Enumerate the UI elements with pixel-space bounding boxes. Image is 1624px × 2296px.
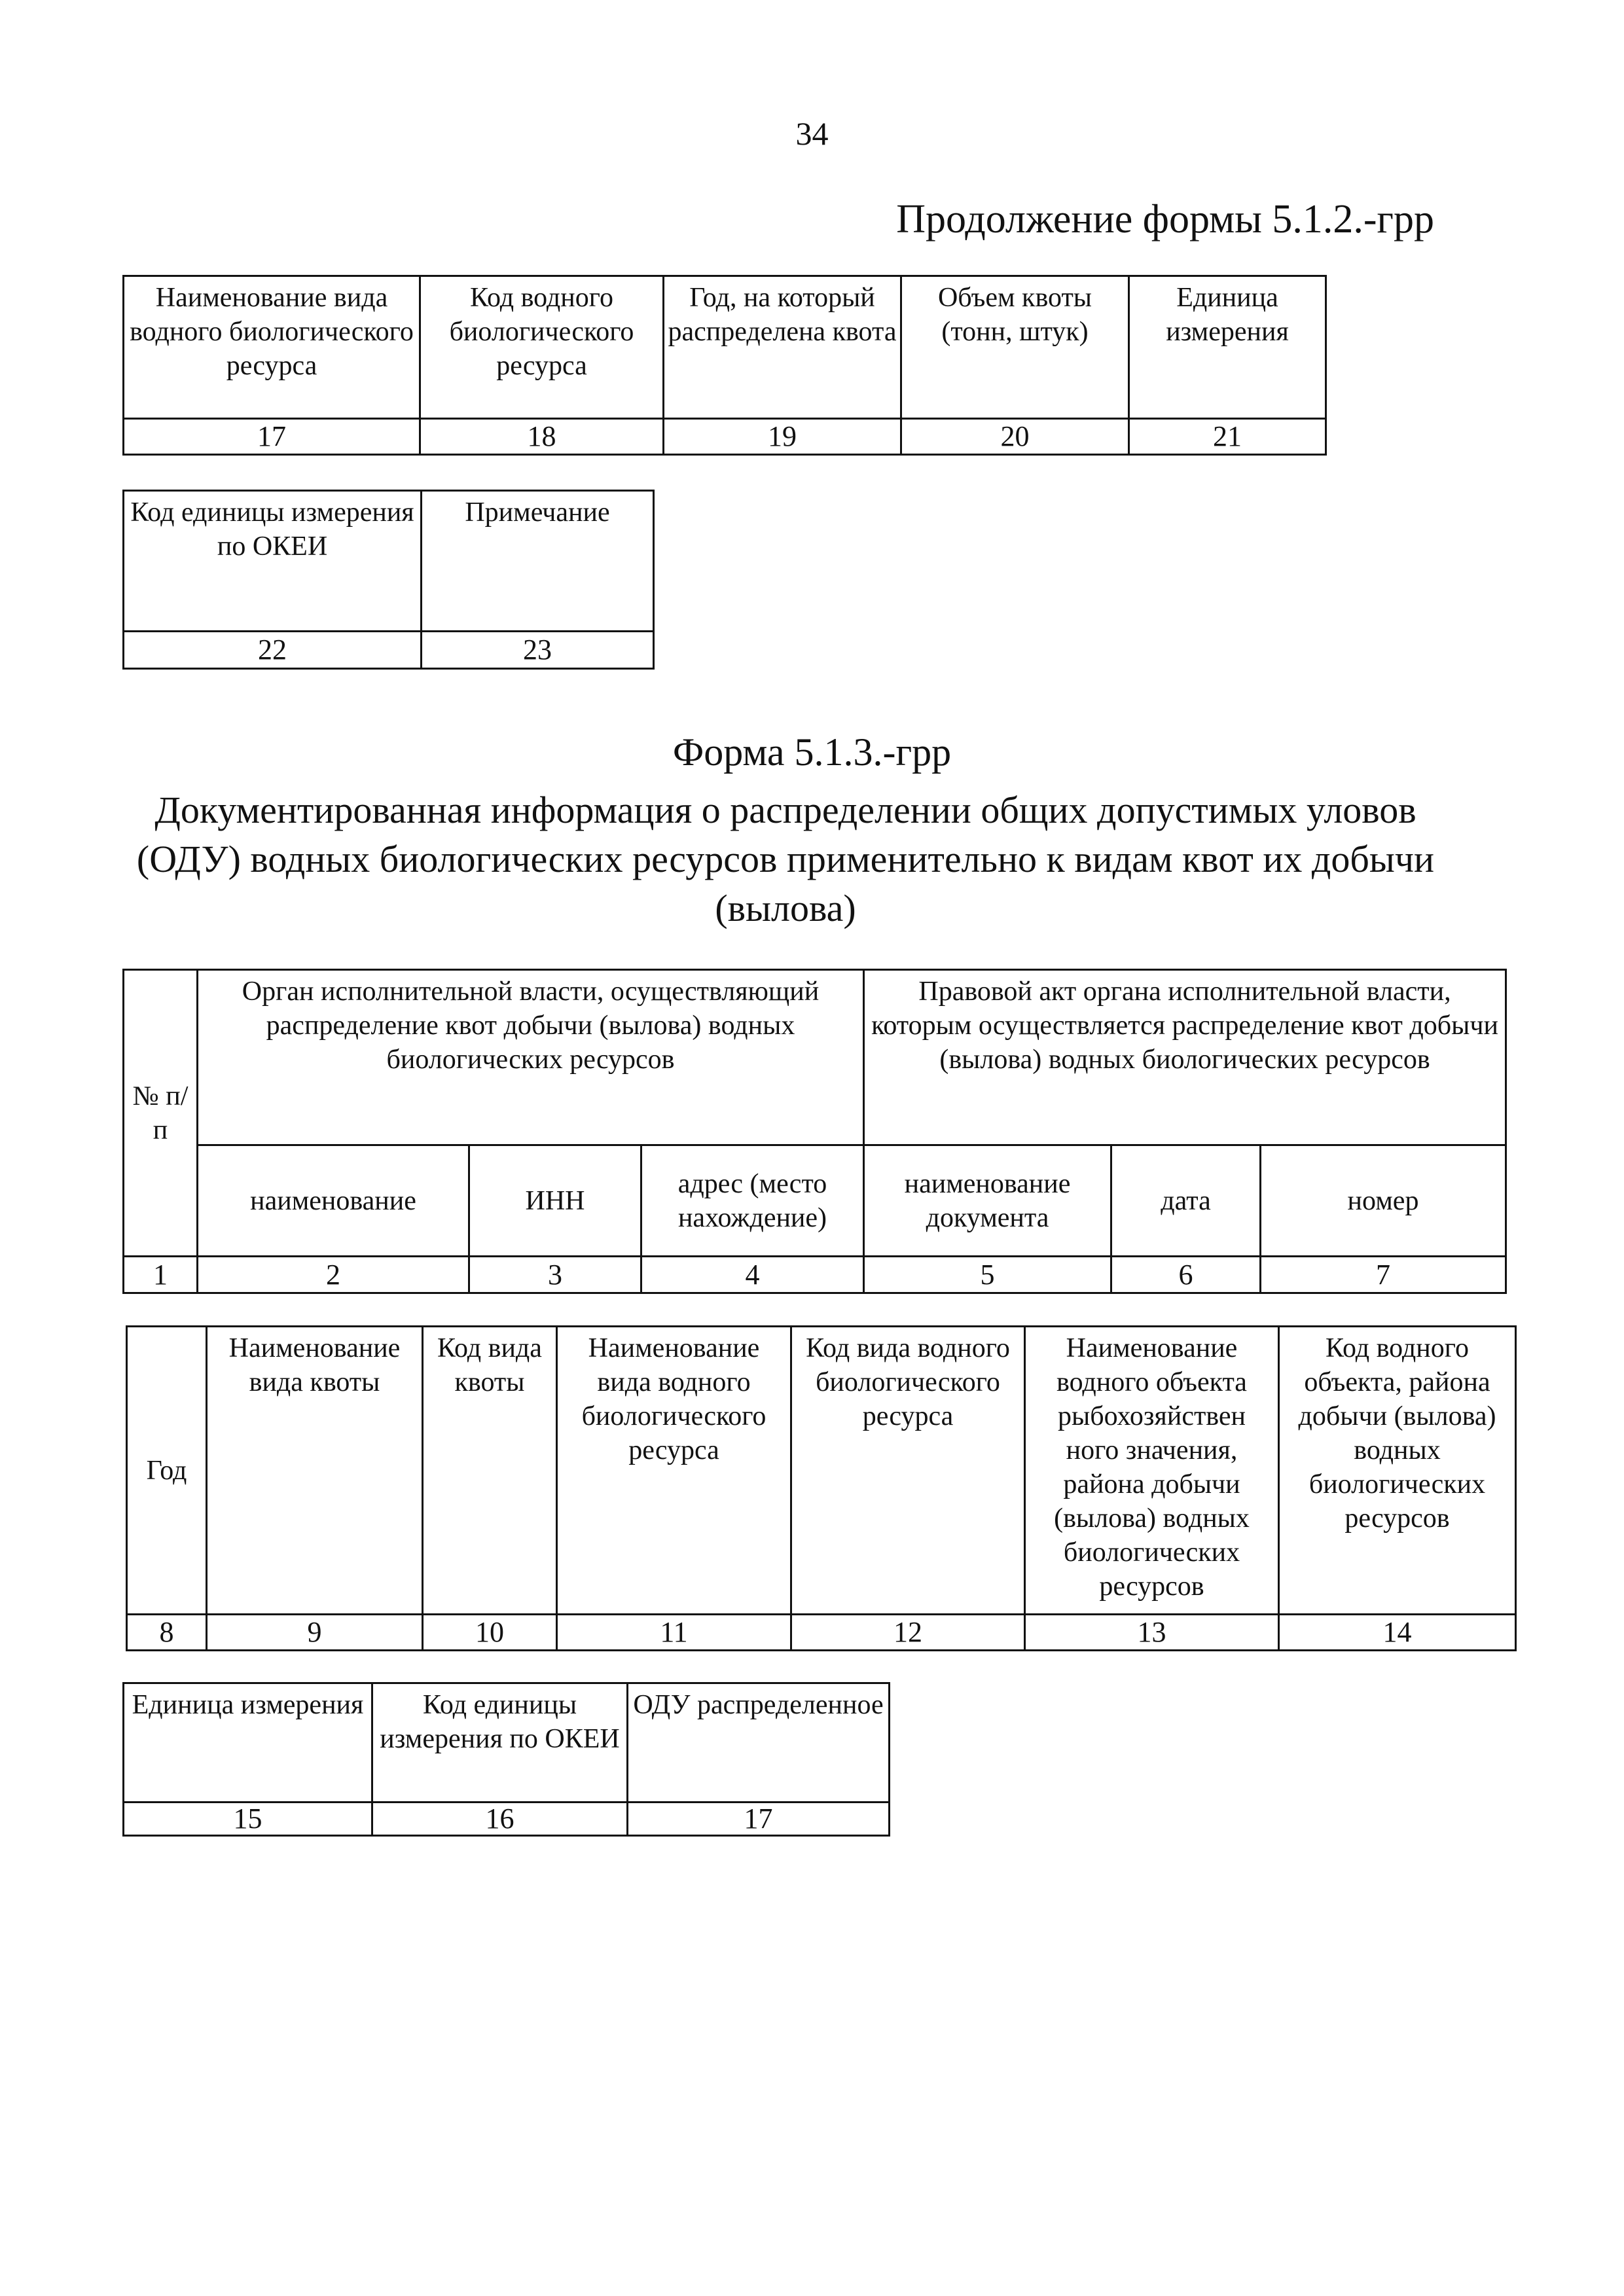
subheader-cell: адрес (место нахождение) xyxy=(641,1145,864,1257)
subheader-cell: наименование xyxy=(198,1145,469,1257)
table-header-cell: Единица измерения xyxy=(1129,276,1326,419)
column-number: 9 xyxy=(207,1615,423,1651)
column-number: 22 xyxy=(124,632,422,669)
column-number: 21 xyxy=(1129,419,1326,455)
column-number: 11 xyxy=(557,1615,791,1651)
column-number: 6 xyxy=(1111,1257,1261,1293)
column-number: 10 xyxy=(423,1615,557,1651)
table-form-512-part1 xyxy=(122,275,1327,456)
column-number: 2 xyxy=(198,1257,469,1293)
column-number: 18 xyxy=(420,419,664,455)
column-number: 7 xyxy=(1261,1257,1506,1293)
table-header-cell: Наименование вида квоты xyxy=(207,1327,423,1615)
table-form-513-part3 xyxy=(122,1682,890,1837)
column-number: 14 xyxy=(1279,1615,1516,1651)
legal-act-header: Правовой акт органа исполнительной власти, которым осуществляется распределение квот добычи (вылова) водных биологических ресурсов xyxy=(864,970,1506,1145)
table-header-cell: Наименование вида водного биологического ресурса xyxy=(557,1327,791,1615)
table-header-cell: Код вида водного биологического ресурса xyxy=(791,1327,1025,1615)
table-header-cell: Код водного биологического ресурса xyxy=(420,276,664,419)
table-header-cell: Код вида квоты xyxy=(423,1327,557,1615)
column-number: 13 xyxy=(1025,1615,1279,1651)
table-header-cell: Объем квоты (тонн, штук) xyxy=(901,276,1129,419)
column-number: 3 xyxy=(469,1257,641,1293)
column-number: 19 xyxy=(664,419,901,455)
document-title: Документированная информация о распределении общих допустимых уловов (ОДУ) водных биологических ресурсов применительно к видам квот их добычи (вылова) xyxy=(136,789,1435,929)
table-form-512-part2 xyxy=(122,490,655,670)
subheader-cell: ИНН xyxy=(469,1145,641,1257)
column-number: 17 xyxy=(628,1803,890,1836)
table-header-cell: Примечание xyxy=(422,491,654,632)
table-header-cell: Год xyxy=(127,1327,207,1615)
subheader-cell: наименование документа xyxy=(864,1145,1111,1257)
column-number: 20 xyxy=(901,419,1129,455)
column-number: 23 xyxy=(422,632,654,669)
subheader-cell: дата xyxy=(1111,1145,1261,1257)
column-number: 1 xyxy=(124,1257,198,1293)
row-number-header: № п/п xyxy=(124,970,198,1257)
table-header-cell: Наименование водного объекта рыбохозяйствен ного значения, района добычи (вылова) водных биологических ресурсов xyxy=(1025,1327,1279,1615)
column-number: 16 xyxy=(372,1803,628,1836)
table-header-cell: Код единицы измерения по ОКЕИ xyxy=(372,1683,628,1803)
column-number: 17 xyxy=(124,419,420,455)
column-number: 8 xyxy=(127,1615,207,1651)
column-number: 5 xyxy=(864,1257,1111,1293)
table-header-cell: Год, на который распределена квота xyxy=(664,276,901,419)
page-number: 34 xyxy=(795,115,829,152)
continuation-title: Продолжение формы 5.1.2.-грр xyxy=(896,197,1434,242)
subheader-cell: номер xyxy=(1261,1145,1506,1257)
executive-body-header: Орган исполнительной власти, осуществляющий распределение квот добычи (вылова) водных биологических ресурсов xyxy=(198,970,864,1145)
table-header-cell: Код единицы измерения по ОКЕИ xyxy=(124,491,422,632)
form-title: Форма 5.1.3.-грр xyxy=(672,730,952,774)
table-header-cell: Код водного объекта, района добычи (вылова) водных биологических ресурсов xyxy=(1279,1327,1516,1615)
table-form-513-part2 xyxy=(126,1325,1517,1651)
table-form-513-part1 xyxy=(122,969,1507,1294)
table-header-cell: Наименование вида водного биологического ресурса xyxy=(124,276,420,419)
column-number: 15 xyxy=(124,1803,372,1836)
column-number: 12 xyxy=(791,1615,1025,1651)
table-header-cell: Единица измерения xyxy=(124,1683,372,1803)
table-header-cell: ОДУ распределенное xyxy=(628,1683,890,1803)
column-number: 4 xyxy=(641,1257,864,1293)
